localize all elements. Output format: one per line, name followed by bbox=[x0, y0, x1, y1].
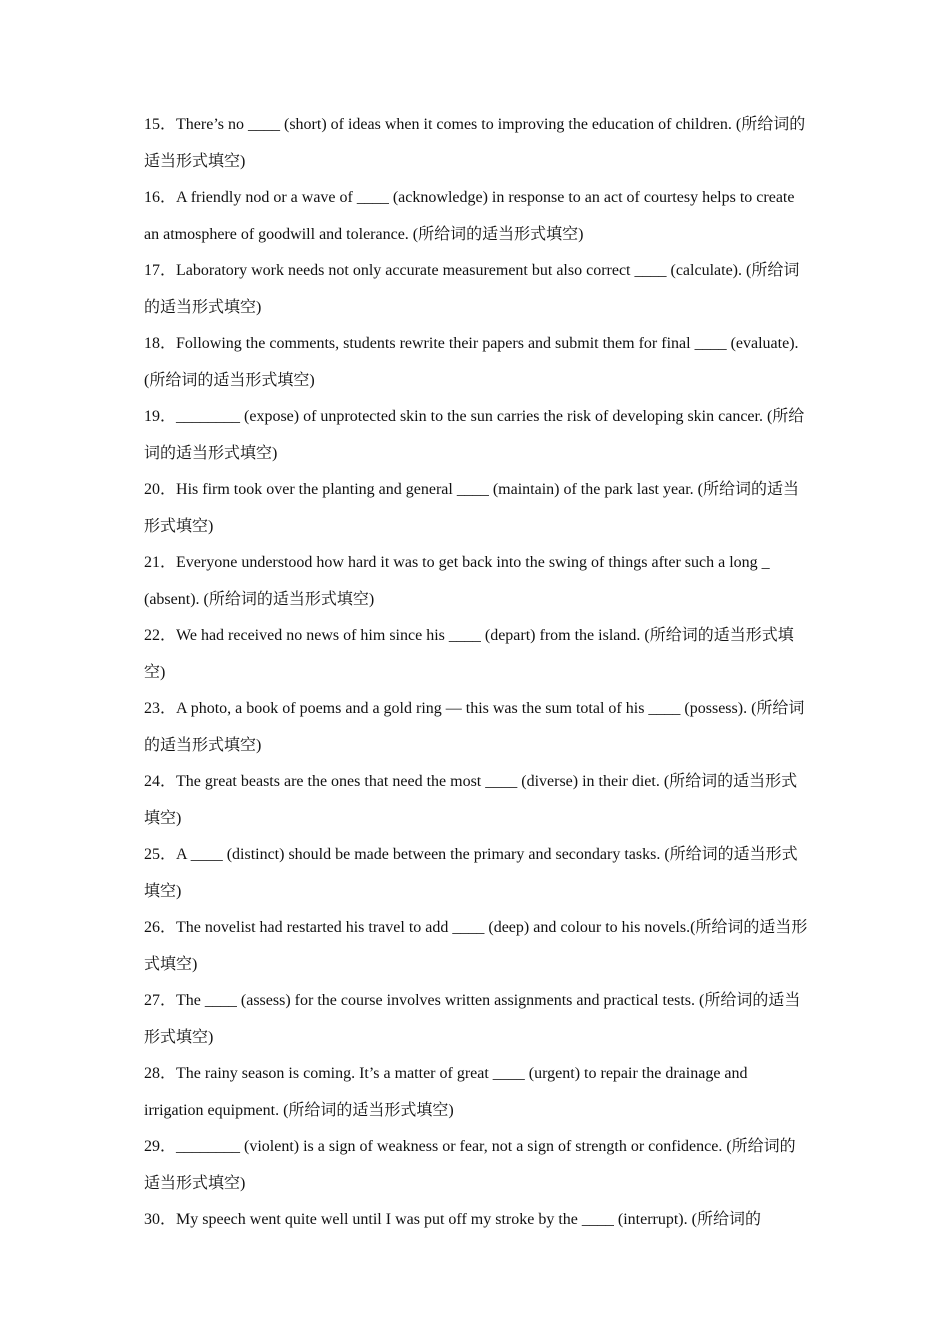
question-28 bbox=[144, 1056, 808, 1129]
question-separator: ． bbox=[160, 1138, 177, 1155]
question-text: ________ (expose) of unprotected skin to the sun carries the risk of developing skin cancer. (所给词的适当形式填空) bbox=[144, 408, 805, 462]
question-separator: ． bbox=[160, 189, 177, 206]
question-number: 21 bbox=[144, 554, 160, 571]
question-separator: ． bbox=[160, 262, 177, 279]
question-separator: ． bbox=[160, 700, 177, 717]
question-separator: ． bbox=[160, 773, 177, 790]
question-23 bbox=[144, 691, 808, 764]
question-separator: ． bbox=[160, 481, 177, 498]
question-separator: ． bbox=[160, 335, 177, 352]
question-number: 25 bbox=[144, 846, 160, 863]
question-number: 20 bbox=[144, 481, 160, 498]
question-text: ________ (violent) is a sign of weakness or fear, not a sign of strength or confidence. (所给词的适当形式填空) bbox=[144, 1138, 796, 1192]
question-30 bbox=[144, 1202, 808, 1239]
question-number: 18 bbox=[144, 335, 160, 352]
question-separator: ． bbox=[160, 992, 177, 1009]
question-separator: ． bbox=[160, 408, 177, 425]
question-text: We had received no news of him since his ____ (depart) from the island. (所给词的适当形式填空) bbox=[144, 627, 794, 681]
question-number: 30 bbox=[144, 1211, 160, 1228]
question-text: A photo, a book of poems and a gold ring — this was the sum total of his ____ (possess). (所给词的适当形式填空) bbox=[144, 700, 805, 754]
question-20 bbox=[144, 472, 808, 545]
question-text: A friendly nod or a wave of ____ (acknowledge) in response to an act of courtesy helps to create an atmosphere of goodwill and tolerance. (所给词的适当形式填空) bbox=[144, 189, 795, 243]
question-17 bbox=[144, 253, 808, 326]
question-text: His firm took over the planting and general ____ (maintain) of the park last year. (所给词的适当形式填空) bbox=[144, 481, 799, 535]
question-number: 27 bbox=[144, 992, 160, 1009]
question-number: 23 bbox=[144, 700, 160, 717]
question-number: 26 bbox=[144, 919, 160, 936]
question-26 bbox=[144, 910, 808, 983]
question-separator: ． bbox=[160, 1211, 177, 1228]
question-text: The great beasts are the ones that need the most ____ (diverse) in their diet. (所给词的适当形式填空) bbox=[144, 773, 798, 827]
question-text: The novelist had restarted his travel to add ____ (deep) and colour to his novels.(所给词的适当形式填空) bbox=[144, 919, 808, 973]
question-number: 16 bbox=[144, 189, 160, 206]
question-number: 15 bbox=[144, 116, 160, 133]
question-27 bbox=[144, 983, 808, 1056]
question-separator: ． bbox=[160, 1065, 177, 1082]
question-separator: ． bbox=[160, 846, 177, 863]
question-19 bbox=[144, 399, 808, 472]
question-22 bbox=[144, 618, 808, 691]
question-number: 17 bbox=[144, 262, 160, 279]
question-21 bbox=[144, 545, 808, 618]
question-text: Laboratory work needs not only accurate measurement but also correct ____ (calculate). (所给词的适当形式填空) bbox=[144, 262, 800, 316]
question-18 bbox=[144, 326, 808, 399]
question-number: 22 bbox=[144, 627, 160, 644]
question-number: 24 bbox=[144, 773, 160, 790]
question-number: 28 bbox=[144, 1065, 160, 1082]
question-text: There’s no ____ (short) of ideas when it comes to improving the education of children. (所给词的适当形式填空) bbox=[144, 116, 806, 170]
question-separator: ． bbox=[160, 554, 177, 571]
question-separator: ． bbox=[160, 919, 177, 936]
question-text: Everyone understood how hard it was to get back into the swing of things after such a long _ (absent). (所给词的适当形式填空) bbox=[144, 554, 770, 608]
question-separator: ． bbox=[160, 116, 177, 133]
question-text: Following the comments, students rewrite their papers and submit them for final ____ (evaluate). (所给词的适当形式填空) bbox=[144, 335, 799, 389]
question-25 bbox=[144, 837, 808, 910]
question-separator: ． bbox=[160, 627, 177, 644]
question-text: The rainy season is coming. It’s a matter of great ____ (urgent) to repair the drainage and irrigation equipment. (所给词的适当形式填空) bbox=[144, 1065, 748, 1119]
question-text: A ____ (distinct) should be made between the primary and secondary tasks. (所给词的适当形式填空) bbox=[144, 846, 798, 900]
question-15 bbox=[144, 107, 808, 180]
question-24 bbox=[144, 764, 808, 837]
question-text: My speech went quite well until I was put off my stroke by the ____ (interrupt). (所给词的 bbox=[176, 1211, 761, 1228]
document-page bbox=[144, 107, 808, 1239]
question-text: The ____ (assess) for the course involves written assignments and practical tests. (所给词的适当形式填空) bbox=[144, 992, 801, 1046]
question-number: 19 bbox=[144, 408, 160, 425]
question-29 bbox=[144, 1129, 808, 1202]
question-number: 29 bbox=[144, 1138, 160, 1155]
question-16 bbox=[144, 180, 808, 253]
